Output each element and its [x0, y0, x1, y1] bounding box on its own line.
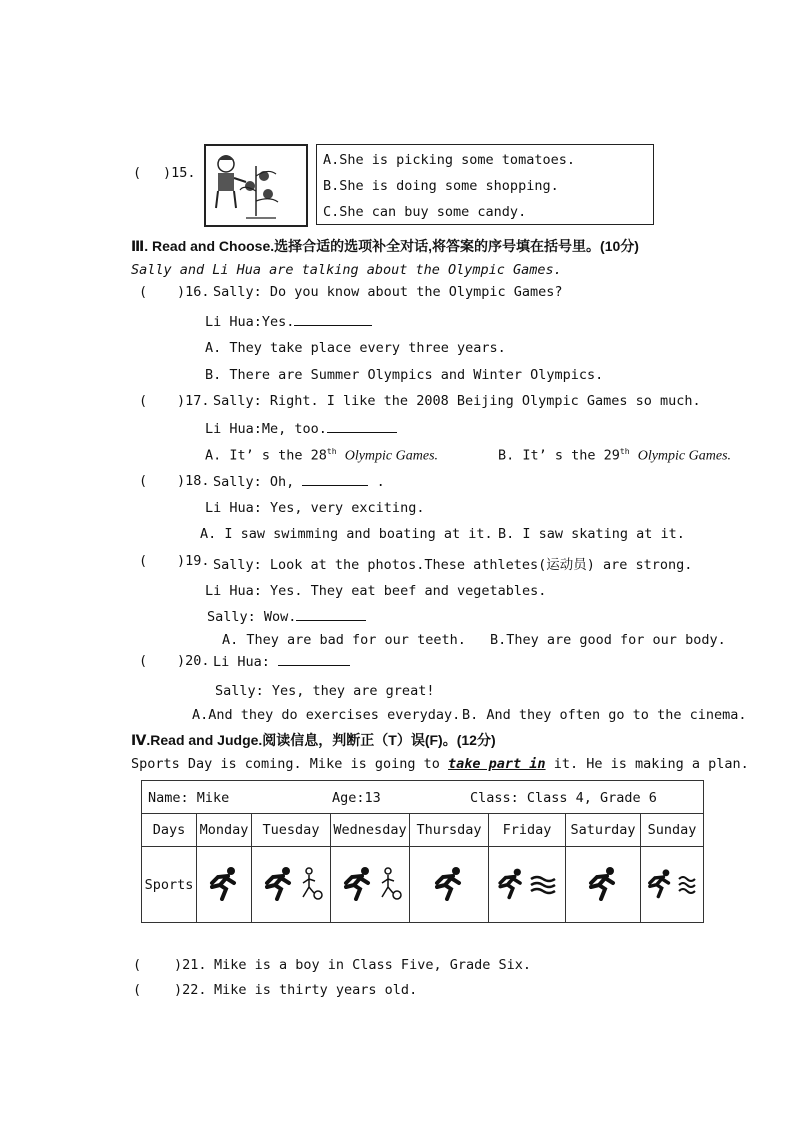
line-end: . — [376, 474, 385, 490]
line-text: Li Hua: — [213, 654, 270, 670]
class-field: Class: Class 4, Grade 6 — [470, 790, 657, 806]
line-text: Sally: Oh, — [213, 474, 295, 490]
sports-plan-table — [141, 780, 704, 923]
question-number: )17. — [177, 393, 210, 409]
question-number: )20. — [177, 653, 210, 669]
underlined-phrase: take part in — [448, 756, 546, 772]
info-cell — [142, 781, 704, 814]
section-3-heading: Ⅲ. Read and Choose.选择合适的选项补全对话,将答案的序号填在括号里。(10分) — [131, 238, 639, 254]
dialog-reply: Li Hua: Yes, very exciting. — [205, 500, 425, 516]
section-3-intro: Sally and Li Hua are talking about the Olympic Games. — [131, 262, 562, 278]
running-icon — [493, 865, 529, 901]
day-cell: Monday — [197, 814, 252, 847]
ordinal-suffix: th — [619, 447, 630, 456]
football-icon — [299, 865, 323, 901]
sport-cell-monday — [197, 847, 252, 923]
day-cell: Tuesday — [252, 814, 331, 847]
sport-cell-sunday — [641, 847, 704, 923]
day-cell: Friday — [489, 814, 566, 847]
running-icon — [259, 865, 299, 901]
question-number: )16. — [177, 284, 210, 300]
info-row — [142, 781, 704, 814]
answer-blank[interactable] — [327, 420, 397, 433]
question-number: )15. — [163, 165, 196, 181]
question-number: )19. — [177, 553, 210, 569]
answer-blank[interactable] — [296, 608, 366, 621]
answer-paren: ( — [139, 473, 148, 489]
option-a: A. They take place every three years. — [205, 340, 506, 356]
day-cell: Wednesday — [331, 814, 410, 847]
section-4-intro — [131, 756, 749, 772]
option-a: A. I saw swimming and boating at it. — [200, 526, 493, 542]
q15-options-box — [316, 144, 654, 225]
judge-statement: Mike is thirty years old. — [214, 982, 418, 998]
option-b: B.They are good for our body. — [490, 632, 726, 648]
option-b: B. I saw skating at it. — [498, 526, 685, 542]
option-b — [498, 447, 731, 465]
name-field: Name: Mike — [148, 790, 230, 806]
running-icon — [204, 865, 244, 901]
running-icon — [338, 865, 378, 901]
sports-label: Sports — [142, 847, 197, 923]
day-cell: Sunday — [641, 814, 704, 847]
girl-picking-icon — [206, 146, 306, 225]
dialog-line — [213, 473, 385, 490]
option-b: B.She is doing some shopping. — [323, 178, 559, 194]
answer-paren: ( — [133, 957, 142, 973]
question-number: )21. — [174, 957, 207, 973]
option-a: A.And they do exercises everyday. — [192, 707, 461, 723]
football-icon — [378, 865, 402, 901]
intro-text: Sports Day is coming. Mike is going to — [131, 756, 440, 772]
sport-cell-tuesday — [252, 847, 331, 923]
day-cell: Saturday — [566, 814, 641, 847]
sport-cell-thursday — [410, 847, 489, 923]
sport-cell-saturday — [566, 847, 641, 923]
option-a: A. They are bad for our teeth. — [222, 632, 466, 648]
dialog-line: Sally: Right. I like the 2008 Beijing Olympic Games so much. — [213, 393, 701, 409]
option-b-text: B. It’ s the 29 — [498, 447, 620, 464]
girl-picking-tomatoes-illustration — [204, 144, 308, 227]
answer-paren: ( — [139, 393, 148, 409]
answer-paren: ( — [139, 653, 148, 669]
dialog-line: Sally: Do you know about the Olympic Games? — [213, 284, 563, 300]
intro-text-end: it. He is making a plan. — [553, 756, 749, 772]
days-label: Days — [142, 814, 197, 847]
judge-statement: Mike is a boy in Class Five, Grade Six. — [214, 957, 531, 973]
option-c: C.She can buy some candy. — [323, 204, 527, 220]
dialog-line — [213, 653, 350, 670]
answer-paren: ( — [133, 982, 142, 998]
day-cell: Thursday — [410, 814, 489, 847]
dialog-line: Sally: Look at the photos.These athletes(运动员) are strong. — [213, 557, 693, 573]
answer-blank[interactable] — [302, 473, 368, 486]
section-4-heading: Ⅳ.Read and Judge.阅读信息，判断正（T）误(F)。(12分) — [131, 732, 496, 748]
swimming-icon — [677, 865, 701, 901]
running-icon — [583, 865, 623, 901]
age-field: Age:13 — [332, 790, 381, 806]
option-b-italic: Olympic Games. — [637, 448, 732, 464]
option-a: A.She is picking some tomatoes. — [323, 152, 575, 168]
reply-text: Li Hua:Yes. — [205, 314, 295, 330]
running-icon — [643, 865, 677, 901]
question-number: )22. — [174, 982, 207, 998]
answer-paren: ( — [139, 553, 148, 569]
dialog-reply — [205, 420, 397, 437]
sports-row — [142, 847, 704, 923]
question-number: )18. — [177, 473, 210, 489]
days-row — [142, 814, 704, 847]
option-a — [205, 447, 438, 465]
option-a-text: A. It’ s the 28 — [205, 447, 327, 464]
answer-paren: ( — [133, 165, 142, 181]
answer-paren: ( — [139, 284, 148, 300]
running-icon — [429, 865, 469, 901]
sport-cell-friday — [489, 847, 566, 923]
answer-blank[interactable] — [278, 653, 350, 666]
reply-text: Li Hua:Me, too. — [205, 421, 327, 437]
option-b: B. And they often go to the cinema. — [462, 707, 747, 723]
dialog-reply — [205, 313, 372, 330]
dialog-reply: Sally: Yes, they are great! — [215, 683, 435, 699]
ordinal-suffix: th — [326, 447, 337, 456]
reply-text: Sally: Wow. — [207, 609, 297, 625]
dialog-reply-2 — [207, 608, 366, 625]
sport-cell-wednesday — [331, 847, 410, 923]
option-b: B. There are Summer Olympics and Winter Olympics. — [205, 367, 604, 383]
dialog-reply: Li Hua: Yes. They eat beef and vegetables. — [205, 583, 547, 599]
answer-blank[interactable] — [294, 313, 372, 326]
swimming-icon — [529, 865, 561, 901]
option-a-italic: Olympic Games. — [344, 448, 439, 464]
